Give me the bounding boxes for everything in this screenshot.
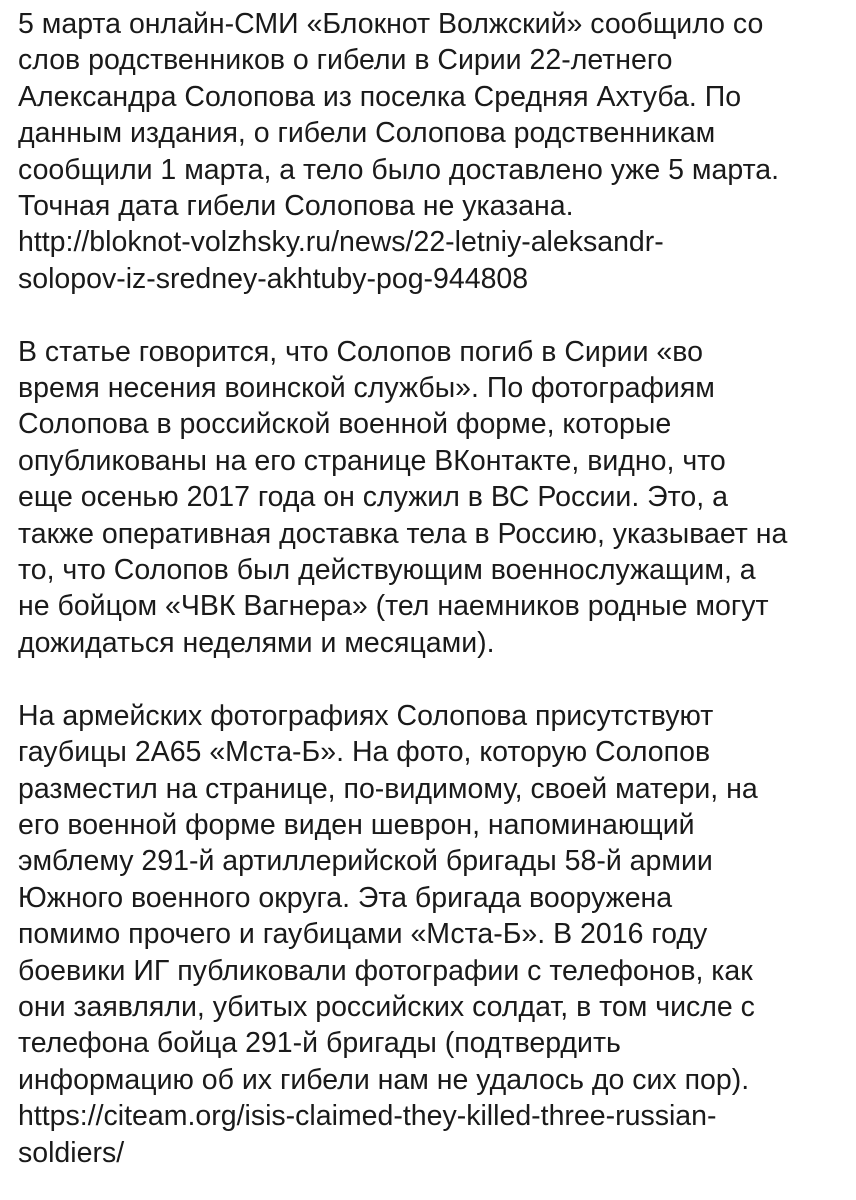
paragraph-3 — [18, 698, 842, 1171]
text-line: слов родственников о гибели в Сирии 22-летнего — [18, 44, 673, 77]
text-line: 5 марта онлайн-СМИ «Блокнот Волжский» сообщило со — [18, 8, 764, 40]
text-line: В статье говорится, что Солопов погиб в Сирии «во — [18, 335, 703, 368]
text-line: сообщили 1 марта, а тело было доставлено уже 5 марта. — [18, 153, 780, 186]
text-line: разместил на странице, по-видимому, своей матери, на — [18, 772, 758, 805]
text-line: опубликованы на его странице ВКонтакте, видно, что — [18, 444, 726, 477]
text-line: Точная дата гибели Солопова не указана. — [18, 190, 574, 223]
text-line: Александра Солопова из поселка Средняя Ахтуба. По — [18, 80, 742, 113]
source-link-bloknot[interactable]: http://bloknot-volzhsky.ru/news/22-letniy-aleksandr- — [18, 226, 664, 259]
text-line: Солопова в российской военной форме, которые — [18, 408, 672, 441]
text-line: боевики ИГ публиковали фотографии с телефонов, как — [18, 954, 753, 987]
text-line: еще осенью 2017 года он служил в ВС России. Это, а — [18, 481, 728, 514]
text-line: не бойцом «ЧВК Вагнера» (тел наемников родные могут — [18, 590, 769, 623]
text-line: то, что Солопов был действующим военнослужащим, а — [18, 554, 756, 587]
source-link-citeam[interactable]: https://citeam.org/isis-claimed-they-killed-three-russian- — [18, 1100, 717, 1133]
text-line: данным издания, о гибели Солопова родственникам — [18, 117, 716, 150]
text-line: они заявляли, убитых российских солдат, в том числе с — [18, 990, 755, 1023]
text-line: помимо прочего и гаубицами «Мста-Б». В 2016 году — [18, 918, 708, 951]
text-line: эмблему 291-й артиллерийской бригады 58-й армии — [18, 845, 713, 878]
text-line: Южного военного округа. Эта бригада вооружена — [18, 881, 673, 914]
text-line: телефона бойца 291-й бригады (подтвердить — [18, 1027, 621, 1060]
text-line: дожидаться неделями и месяцами). — [18, 626, 495, 659]
paragraph-1 — [18, 6, 842, 297]
text-line: гаубицы 2А65 «Мста-Б». На фото, которую Солопов — [18, 736, 711, 769]
source-link-citeam-continued[interactable]: soldiers/ — [18, 1136, 125, 1169]
paragraph-2 — [18, 334, 842, 662]
text-line: его военной форме виден шеврон, напоминающий — [18, 808, 695, 841]
text-line: также оперативная доставка тела в Россию, указывает на — [18, 517, 788, 550]
source-link-bloknot-continued[interactable]: solopov-iz-sredney-akhtuby-pog-944808 — [18, 262, 529, 295]
text-line: время несения воинской службы». По фотографиям — [18, 372, 715, 405]
text-line: На армейских фотографиях Солопова присутствуют — [18, 699, 714, 732]
text-line: информацию об их гибели нам не удалось до сих пор). — [18, 1063, 750, 1096]
